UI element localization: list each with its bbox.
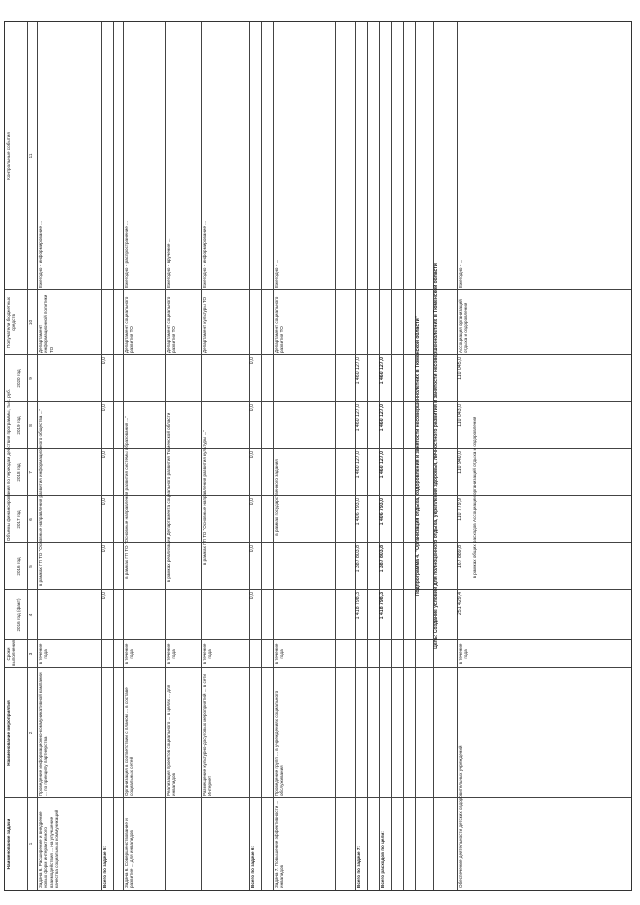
subtotal-value: 0,0 [249, 498, 255, 506]
deadline-cell: в течение года [202, 643, 213, 665]
program-table [4, 21, 632, 891]
control-cell: Ежегодно - ... [458, 259, 463, 288]
total-value: 1 460 127,0 [379, 357, 385, 385]
event-cell: Организация в соответствии с планом ... в составе социальных сетей [124, 687, 135, 796]
deadline-cell: в течение года [124, 643, 135, 665]
control-cell: Ежегодно - ... [274, 259, 279, 288]
col-header-year-3: 2018 год [16, 463, 21, 482]
total-value: 1 387 803,8 [379, 545, 385, 573]
subtotal-value: 1 460 127,0 [355, 357, 361, 385]
control-cell: Ежегодно - распространение ... [124, 221, 129, 288]
funding-note-cell: в рамках ГП ТО "Основные направления развития культуры ..." [202, 429, 207, 566]
col-header-control: Контрольные события [6, 132, 11, 180]
deadline-cell: в течение года [166, 643, 177, 665]
recipient-cell: Департамент информационной политики ТО [38, 294, 54, 353]
goal-heading: Цель: Создание условий для полноценного отдыха, укрепления здоровья, личностного развития и занятости несовершеннолетних в Тюменской области [433, 263, 439, 649]
col-header-year-1: 2016 год [16, 557, 21, 576]
subtotal-value: 1 418 798,3 [355, 592, 361, 620]
bottom-value: 110 043,0 [457, 404, 463, 427]
subtotal-value: 0,0 [101, 592, 107, 600]
col-number: 9 [28, 377, 33, 380]
col-number: 7 [28, 471, 33, 474]
col-header-year-5: 2020 год [16, 369, 21, 388]
col-number: 1 [28, 842, 33, 846]
control-cell: Ежегодно - информирование ... [202, 220, 207, 288]
col-header-year-2: 2017 год [16, 510, 21, 529]
funding-note-cell: в рамках общих расходов Ассоциации организаций отдыха и оздоровления [472, 416, 477, 579]
task-cell: Задача 6. Совершенствование и развитие ... для инвалидов [124, 818, 135, 888]
col-number: 5 [28, 565, 33, 568]
subtotal-value: 0,0 [249, 404, 255, 412]
col-number: 6 [28, 518, 33, 521]
col-number: 10 [28, 319, 33, 326]
recipient-cell: Департамент культуры ТО [202, 296, 207, 353]
total-value: 1 418 798,3 [379, 592, 385, 620]
subtotal-value: 1 387 803,8 [355, 545, 361, 573]
task-cell: Обеспечение деятельности детских оздоровительных учреждений [458, 745, 463, 888]
col-number: 8 [28, 424, 33, 427]
event-cell: Размещение культурно-досуговых мероприятий ... в сети Интернет [202, 674, 213, 796]
subtotal-value: 0,0 [249, 357, 255, 365]
recipient-cell: Ассоциация организаций отдыха и оздоровления [458, 299, 469, 353]
subtotal-label: Всего по задаче 6: [250, 846, 255, 888]
col-header-deadline: Сроки выполнения [6, 640, 17, 666]
scan-left-margin [0, 891, 640, 905]
funding-note-cell: в рамках ГП ТО "Основные направления развития системы образования ..." [124, 416, 129, 579]
col-header-task: Наименование задачи [6, 818, 11, 870]
col-number: 3 [28, 652, 33, 656]
control-cell: Ежегодно - информирование ... [38, 220, 43, 288]
recipient-cell: Департамент социального развития ТО [166, 296, 177, 353]
bottom-value: 251 429,4 [457, 592, 463, 616]
control-cell: Ежегодно - вручение ... [166, 238, 171, 288]
col-number: 2 [28, 731, 33, 735]
subtotal-value: 1 406 793,0 [355, 498, 361, 526]
subtotal-value: 0,0 [101, 498, 107, 506]
funding-note-cell: в рамках реализации Департамента социального развития Тюменской области [166, 412, 171, 583]
col-number: 4 [28, 613, 33, 617]
subtotal-value: 0,0 [101, 404, 107, 412]
subtotal-value: 0,0 [249, 545, 255, 553]
col-header-volume: Объемы финансирования по периодам действия программы, тыс. руб. [6, 388, 11, 542]
event-cell: Проведение информационно-коммуникативной кампании ... по принципу партнерства [38, 672, 49, 796]
col-header-year-0: 2016 год (факт) [16, 598, 21, 632]
bottom-value: 110 045,0 [457, 357, 463, 380]
subprogram-heading: Подпрограмма 4. "Организация отдыха, оздоровления и занятости несовершеннолетних в Тюменской области" [415, 315, 421, 597]
subtotal-value: 0,0 [101, 545, 107, 553]
col-header-recipient: Получатели бюджетных средств [6, 297, 17, 348]
subtotal-value: 0,0 [249, 592, 255, 600]
funding-note-cell: в рамках государственного задания [274, 459, 279, 536]
col-header-event: Наименование мероприятия [6, 700, 11, 766]
col-header-year-4: 2019 год [16, 416, 21, 435]
bottom-value: 110 940,0 [457, 451, 463, 474]
subtotal-value: 0,0 [249, 451, 255, 459]
subtotal-value: 1 460 127,0 [355, 451, 361, 479]
total-value: 1 460 127,0 [379, 404, 385, 432]
recipient-cell: Департамент социального развития ТО [124, 296, 135, 353]
subtotal-value: 0,0 [101, 357, 107, 365]
subtotal-label: Всего по задаче 5: [102, 846, 107, 888]
task-cell: Задача 7. Повышение эффективности ... инвалидов [274, 800, 285, 888]
deadline-cell: в течение года [38, 643, 49, 665]
deadline-cell: в течение года [458, 643, 469, 665]
bottom-value: 167 889,8 [457, 545, 463, 569]
total-value: 1 406 793,0 [379, 498, 385, 526]
subtotal-value: 0,0 [101, 451, 107, 459]
total-label: Всего расходов по цели: [380, 831, 385, 888]
recipient-cell: Департамент социального развития ТО [274, 296, 285, 353]
task-cell: Задача 6. Расширение и внедрение новых форм интерактивного взаимодействия ... на улучшение качества социальных коммуникаций [38, 809, 59, 888]
event-cell: Реализация проектов социального ... в целях ... для инвалидов [166, 684, 177, 796]
funding-note-cell: в рамках ГП ТО "Основные направления развития информационного общества ..." [38, 408, 43, 587]
subtotal-label: Всего по задаче 7: [356, 846, 361, 888]
bottom-value: 110 779,9 [457, 498, 463, 521]
event-cell: Проведение групп ... в учреждениях социального обслуживания [274, 690, 285, 796]
subtotal-value: 1 460 127,0 [355, 404, 361, 432]
deadline-cell: в течение года [274, 643, 285, 665]
col-number: 11 [28, 153, 33, 159]
total-value: 1 460 127,0 [379, 451, 385, 479]
